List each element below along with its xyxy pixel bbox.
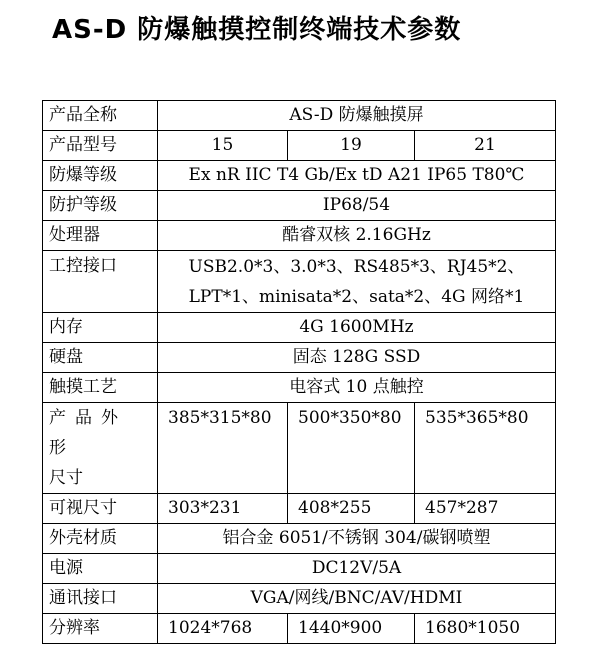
row-value: AS-D 防爆触摸屏	[158, 101, 556, 131]
row-value: 铝合金 6051/不锈钢 304/碳钢喷塑	[158, 524, 556, 554]
row-value: 酷睿双核 2.16GHz	[158, 221, 556, 251]
cell-value: 408*255	[288, 494, 415, 524]
cell-value: 21	[415, 131, 556, 161]
cell-value: 500*350*80	[288, 403, 415, 494]
row-label: 分辨率	[43, 614, 158, 644]
row-touch-tech	[43, 373, 556, 403]
cell-value: 385*315*80	[158, 403, 288, 494]
cell-value: 1680*1050	[415, 614, 556, 644]
row-value: 4G 1600MHz	[158, 313, 556, 343]
row-label	[43, 403, 158, 494]
row-label: 可视尺寸	[43, 494, 158, 524]
row-comm-ports	[43, 584, 556, 614]
row-value: 电容式 10 点触控	[158, 373, 556, 403]
ports-line-2: LPT*1、minisata*2、sata*2、4G 网络*1	[188, 287, 525, 307]
row-label: 内存	[43, 313, 158, 343]
row-value: Ex nR IIC T4 Gb/Ex tD A21 IP65 T80℃	[158, 161, 556, 191]
ports-line-1: USB2.0*3、3.0*3、RS485*3、RJ45*2、	[188, 257, 525, 277]
row-value	[158, 251, 556, 313]
row-resolution	[43, 614, 556, 644]
cell-value: 1440*900	[288, 614, 415, 644]
row-io-ports	[43, 251, 556, 313]
row-label: 电源	[43, 554, 158, 584]
cell-value: 303*231	[158, 494, 288, 524]
row-shell-material	[43, 524, 556, 554]
row-model	[43, 131, 556, 161]
cell-value: 15	[158, 131, 288, 161]
row-label: 产品型号	[43, 131, 158, 161]
cell-value: 1024*768	[158, 614, 288, 644]
page-title: AS-D 防爆触摸控制终端技术参数	[52, 15, 462, 45]
row-label: 防护等级	[43, 191, 158, 221]
dimensions-label-line-2: 尺寸	[49, 468, 83, 488]
row-product-name	[43, 101, 556, 131]
row-label: 通讯接口	[43, 584, 158, 614]
row-value: VGA/网线/BNC/AV/HDMI	[158, 584, 556, 614]
row-value: 固态 128G SSD	[158, 343, 556, 373]
row-value: IP68/54	[158, 191, 556, 221]
row-processor	[43, 221, 556, 251]
row-value: DC12V/5A	[158, 554, 556, 584]
row-memory	[43, 313, 556, 343]
cell-value: 19	[288, 131, 415, 161]
row-explosion-grade	[43, 161, 556, 191]
row-dimensions	[43, 403, 556, 494]
row-label: 防爆等级	[43, 161, 158, 191]
row-label: 产品全称	[43, 101, 158, 131]
row-label: 工控接口	[43, 251, 158, 313]
cell-value: 535*365*80	[415, 403, 556, 494]
cell-value: 457*287	[415, 494, 556, 524]
row-disk	[43, 343, 556, 373]
row-protection-grade	[43, 191, 556, 221]
dimensions-label-line-1: 产品外形	[49, 408, 127, 458]
row-label: 硬盘	[43, 343, 158, 373]
row-visible-size	[43, 494, 556, 524]
row-label: 处理器	[43, 221, 158, 251]
row-label: 外壳材质	[43, 524, 158, 554]
row-label: 触摸工艺	[43, 373, 158, 403]
spec-table	[42, 100, 556, 644]
row-power	[43, 554, 556, 584]
